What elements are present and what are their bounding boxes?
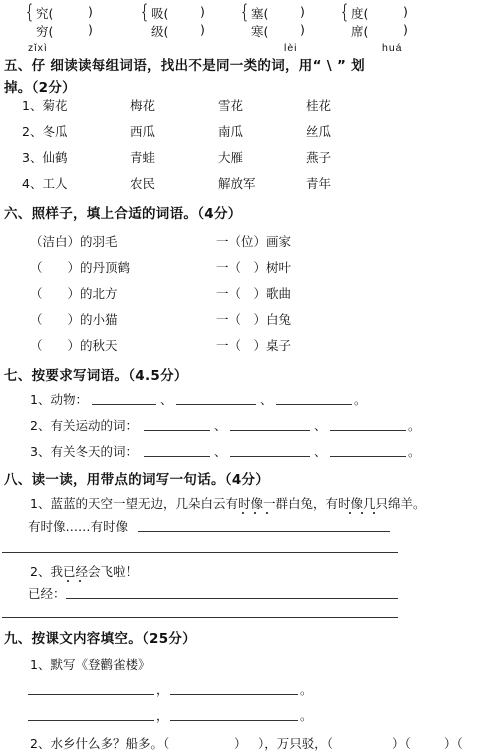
answer-line[interactable] — [28, 694, 154, 695]
emphasis-dot — [373, 512, 375, 514]
word[interactable]: 桂花 — [306, 98, 332, 113]
item-label: 1、动物： — [30, 392, 88, 407]
answer-line[interactable] — [144, 456, 210, 457]
phrase-left[interactable]: （ ）的秋天 — [30, 338, 118, 353]
pinyin-lei: lèi — [284, 42, 298, 54]
emphasis-dot — [67, 580, 69, 582]
word[interactable]: 农民 — [130, 176, 156, 191]
word[interactable]: 大雁 — [218, 150, 244, 165]
word[interactable]: 燕子 — [306, 150, 332, 165]
word[interactable]: 3、仙鹤 — [22, 150, 68, 165]
prompt-2: 已经： — [28, 586, 66, 601]
pair-2-top: 吸( — [151, 6, 169, 21]
answer-line[interactable] — [276, 404, 352, 405]
separator: 、 — [260, 392, 273, 407]
answer-line[interactable] — [28, 720, 154, 721]
phrase-left[interactable]: （ ）的丹顶鹤 — [30, 260, 131, 275]
word[interactable]: 青年 — [306, 176, 332, 191]
separator: 、 — [214, 444, 227, 459]
item-1: 1、默写《登鹳雀楼》 — [30, 657, 151, 672]
paren: ) — [403, 4, 408, 19]
separator: 、 — [314, 444, 327, 459]
answer-line[interactable] — [2, 617, 398, 618]
word[interactable]: 梅花 — [130, 98, 156, 113]
emphasis-dot — [79, 580, 81, 582]
answer-line[interactable] — [230, 430, 310, 431]
emphasis-dot — [242, 512, 244, 514]
pair-2-bottom: 级( — [151, 24, 169, 39]
word[interactable]: 南瓜 — [218, 124, 244, 139]
pair-4-bottom: 席( — [351, 24, 369, 39]
pinyin-hua: huá — [382, 42, 403, 54]
separator: 、 — [160, 392, 173, 407]
section-8-title: 八、读一读，用带点的词写一句话。（4分） — [4, 472, 270, 488]
separator: 、 — [314, 418, 327, 433]
section-9-title: 九、按课文内容填空。（25分） — [4, 631, 197, 647]
answer-line[interactable] — [144, 430, 210, 431]
answer-line[interactable] — [330, 456, 406, 457]
word[interactable]: 青蛙 — [130, 150, 156, 165]
answer-line[interactable] — [138, 531, 390, 532]
paren: ) — [300, 4, 305, 19]
paren: ) — [300, 22, 305, 37]
word[interactable]: 雪花 — [218, 98, 244, 113]
pair-1-top: 究( — [36, 6, 54, 21]
separator: 、 — [214, 418, 227, 433]
item-2-start: 2、水乡什么多？船多。（ — [30, 736, 170, 751]
word[interactable]: 丝瓜 — [306, 124, 332, 139]
emphasis-dot — [349, 512, 351, 514]
brace-icon: { — [341, 0, 349, 23]
answer-line[interactable] — [92, 404, 156, 405]
phrase-right: 一（位）画家 — [216, 234, 292, 249]
word[interactable]: 4、工人 — [22, 176, 68, 191]
word[interactable]: 2、冬瓜 — [22, 124, 68, 139]
section-5-title: 五、仔 细读读每组词语，找出不是同一类的词，用“ \ ” 划 — [4, 58, 365, 74]
item-label: 3、有关冬天的词： — [30, 444, 138, 459]
paren: ) — [403, 22, 408, 37]
paren: ) — [88, 4, 93, 19]
answer-line[interactable] — [176, 404, 256, 405]
prompt-1: 有时像……有时像 — [28, 519, 129, 534]
pair-4-top: 度( — [351, 6, 369, 21]
paren[interactable]: ）（ — [392, 736, 411, 751]
paren[interactable]: ） — [234, 736, 247, 751]
paren[interactable]: ）（ — [444, 736, 463, 751]
section-6-title: 六、照样子，填上合适的词语。（4分） — [4, 206, 242, 222]
period: 。 — [354, 392, 367, 407]
comma: ， — [156, 708, 169, 723]
phrase-left[interactable]: （ ）的小猫 — [30, 312, 118, 327]
pinyin-zixi: zǐxì — [28, 42, 48, 54]
word[interactable]: 1、菊花 — [22, 98, 68, 113]
answer-line[interactable] — [66, 598, 398, 599]
phrase-left[interactable]: （ ）的北方 — [30, 286, 118, 301]
phrase-right[interactable]: 一（ ）树叶 — [216, 260, 292, 275]
phrase-right[interactable]: 一（ ）桌子 — [216, 338, 292, 353]
answer-line[interactable] — [2, 552, 398, 553]
pair-1-bottom: 穷( — [36, 24, 54, 39]
period: 。 — [408, 418, 421, 433]
word[interactable]: 西瓜 — [130, 124, 156, 139]
period: 。 — [408, 444, 421, 459]
paren: ) — [200, 4, 205, 19]
sentence-2: 2、我已经会飞啦！ — [30, 564, 138, 579]
brace-icon: { — [241, 0, 249, 23]
answer-line[interactable] — [230, 456, 310, 457]
brace-icon: { — [26, 0, 34, 23]
answer-line[interactable] — [330, 430, 406, 431]
emphasis-dot — [266, 512, 268, 514]
paren: ) — [88, 22, 93, 37]
pair-3-top: 塞( — [251, 6, 269, 21]
sentence-1: 1、蓝蓝的天空一望无边，几朵白云有时像一群白兔，有时像几只绵羊。 — [30, 496, 426, 511]
emphasis-dot — [361, 512, 363, 514]
period: 。 — [300, 708, 313, 723]
pair-3-bottom: 寒( — [251, 24, 269, 39]
item-2-mid: ），万只驳，（ — [258, 736, 334, 751]
comma: ， — [156, 682, 169, 697]
paren: ) — [200, 22, 205, 37]
answer-line[interactable] — [170, 694, 298, 695]
phrase-right[interactable]: 一（ ）白兔 — [216, 312, 292, 327]
section-5-title-cont: 掉。（2分） — [4, 80, 76, 96]
emphasis-dot — [254, 512, 256, 514]
phrase-right[interactable]: 一（ ）歌曲 — [216, 286, 292, 301]
section-7-title: 七、按要求写词语。（4.5分） — [4, 368, 188, 384]
item-label: 2、有关运动的词： — [30, 418, 138, 433]
word[interactable]: 解放军 — [218, 176, 256, 191]
brace-icon: { — [141, 0, 149, 23]
phrase-left: （洁白）的羽毛 — [30, 234, 118, 249]
period: 。 — [300, 682, 313, 697]
answer-line[interactable] — [170, 720, 298, 721]
